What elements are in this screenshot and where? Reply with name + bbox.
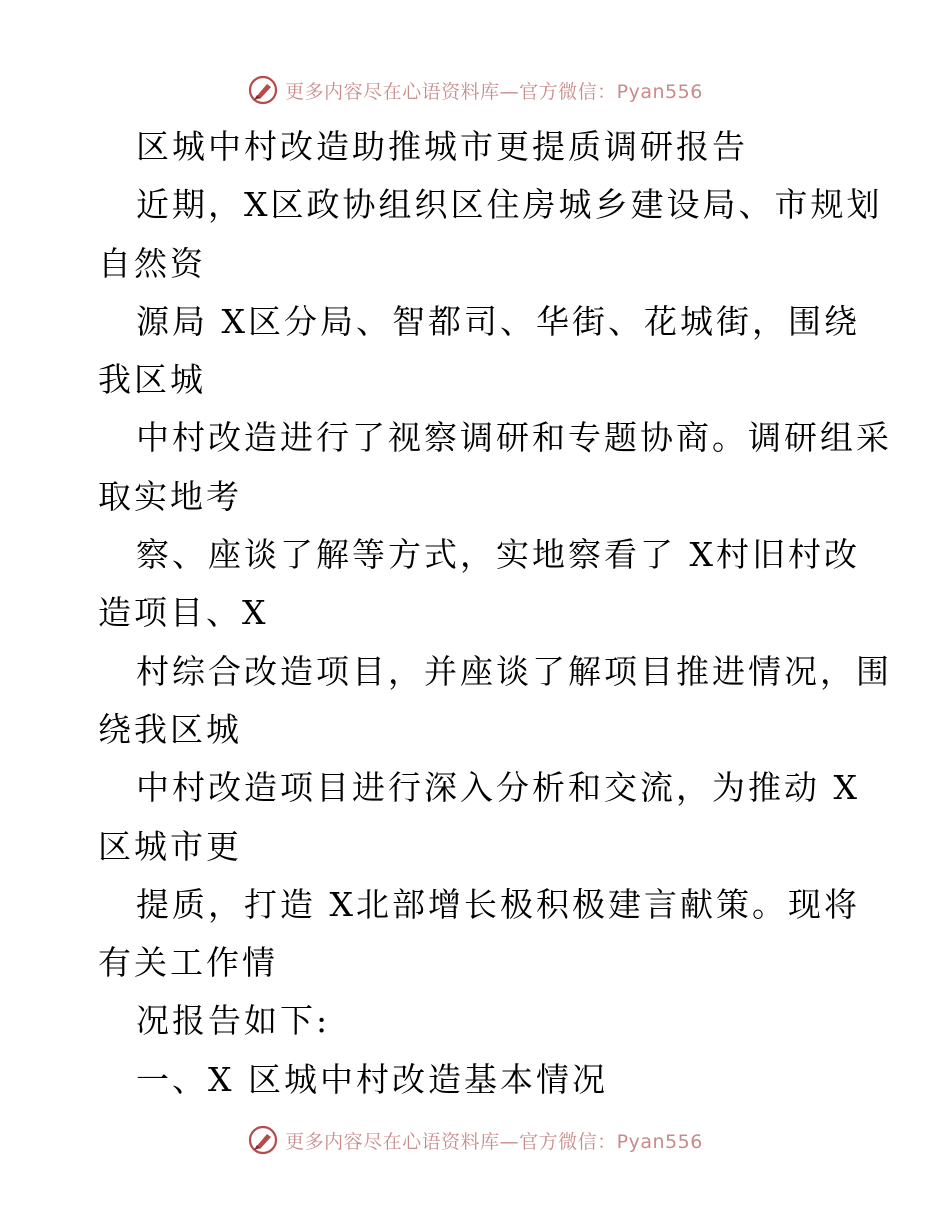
- text-line: 村综合改造项目，并座谈了解项目推进情况，围: [136, 651, 892, 691]
- text-line: 有关工作情: [98, 943, 278, 983]
- text-line: 中村改造进行了视察调研和专题协商。调研组采: [136, 418, 892, 458]
- text-line: 察、座谈了解等方式，实地察看了 X村旧村改: [136, 535, 860, 575]
- text-line: 自然资: [98, 243, 206, 283]
- text-line: 我区城: [98, 360, 206, 400]
- text-line: 况报告如下:: [136, 1001, 331, 1041]
- header-watermark-banner: [0, 70, 950, 110]
- document-body: [98, 118, 892, 1109]
- text-line: 区城市更: [98, 826, 242, 866]
- footer-watermark-banner: [0, 1120, 950, 1160]
- text-line: 源局 X区分局、智都司、华街、花城街，围绕: [136, 301, 860, 341]
- text-line: 绕我区城: [98, 709, 242, 749]
- text-line: 造项目、X: [98, 593, 269, 633]
- document-title: 区城中村改造助推城市更提质调研报告: [136, 127, 748, 166]
- text-line: 一、X 区城中村改造基本情况: [136, 1059, 608, 1099]
- watermark-text: 更多内容尽在心语资料库—官方微信：Pyan556: [285, 1130, 703, 1153]
- pen-nib-logo-icon: [247, 1124, 279, 1156]
- text-line: 取实地考: [98, 476, 242, 516]
- watermark-text: 更多内容尽在心语资料库—官方微信：Pyan556: [285, 80, 703, 103]
- pen-nib-logo-icon: [247, 74, 279, 106]
- text-line: 中村改造项目进行深入分析和交流，为推动 X: [136, 768, 860, 808]
- text-line: 近期，X区政协组织区住房城乡建设局、市规划: [136, 185, 883, 225]
- text-line: 提质，打造 X北部增长极积极建言献策。现将: [136, 884, 860, 924]
